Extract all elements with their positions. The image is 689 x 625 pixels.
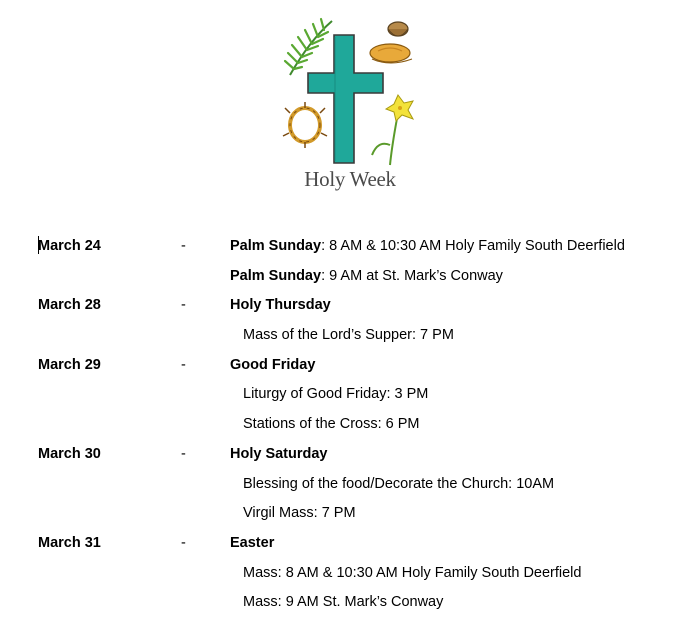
dash-separator: - bbox=[181, 446, 186, 462]
date-label: March 29 bbox=[38, 357, 101, 373]
event-name: Holy Thursday bbox=[230, 297, 331, 313]
schedule-row bbox=[0, 236, 689, 256]
event-text bbox=[230, 266, 503, 286]
schedule-row bbox=[0, 266, 689, 286]
event-detail: Mass: 8 AM & 10:30 AM Holy Family South Deerfield bbox=[243, 565, 582, 581]
event-name: Holy Saturday bbox=[230, 446, 328, 462]
event-text bbox=[230, 236, 625, 256]
dash-separator: - bbox=[181, 297, 186, 313]
schedule-row bbox=[0, 592, 689, 612]
event-detail: Stations of the Cross: 6 PM bbox=[243, 416, 420, 432]
event-detail: Mass: 9 AM St. Mark’s Conway bbox=[243, 594, 444, 610]
event-name: Easter bbox=[230, 535, 275, 551]
date-label: March 30 bbox=[38, 446, 101, 462]
event-detail: : 9 AM at St. Mark’s Conway bbox=[321, 268, 503, 284]
schedule-row bbox=[0, 355, 689, 375]
date-label: March 31 bbox=[38, 535, 101, 551]
event-name: Palm Sunday bbox=[230, 238, 322, 254]
schedule-row bbox=[0, 563, 689, 583]
event-detail: Mass of the Lord’s Supper: 7 PM bbox=[243, 327, 454, 343]
crown-of-thorns-icon bbox=[283, 102, 327, 148]
bread-and-cup-icon bbox=[370, 22, 412, 63]
event-name: Good Friday bbox=[230, 357, 316, 373]
event-detail: Virgil Mass: 7 PM bbox=[243, 505, 356, 521]
palm-branch-icon bbox=[285, 19, 332, 75]
event-detail: Liturgy of Good Friday: 3 PM bbox=[243, 386, 429, 402]
dash-separator: - bbox=[181, 238, 186, 254]
dash-separator: - bbox=[181, 357, 186, 373]
schedule-row bbox=[0, 474, 689, 494]
date-label: March 24 bbox=[38, 238, 101, 254]
event-name: Palm Sunday bbox=[230, 268, 322, 284]
lily-flower-icon bbox=[372, 95, 413, 165]
dash-separator: - bbox=[181, 535, 186, 551]
schedule-row bbox=[0, 384, 689, 404]
logo-caption: Holy Week bbox=[304, 167, 396, 191]
schedule-row bbox=[0, 444, 689, 464]
schedule-row bbox=[0, 325, 689, 345]
date-label: March 28 bbox=[38, 297, 101, 313]
schedule-row bbox=[0, 533, 689, 553]
schedule-row bbox=[0, 414, 689, 434]
event-detail: : 8 AM & 10:30 AM Holy Family South Deerfield bbox=[321, 238, 625, 254]
schedule-row bbox=[0, 503, 689, 523]
schedule-row bbox=[0, 295, 689, 315]
event-detail: Blessing of the food/Decorate the Church: 10AM bbox=[243, 476, 555, 492]
